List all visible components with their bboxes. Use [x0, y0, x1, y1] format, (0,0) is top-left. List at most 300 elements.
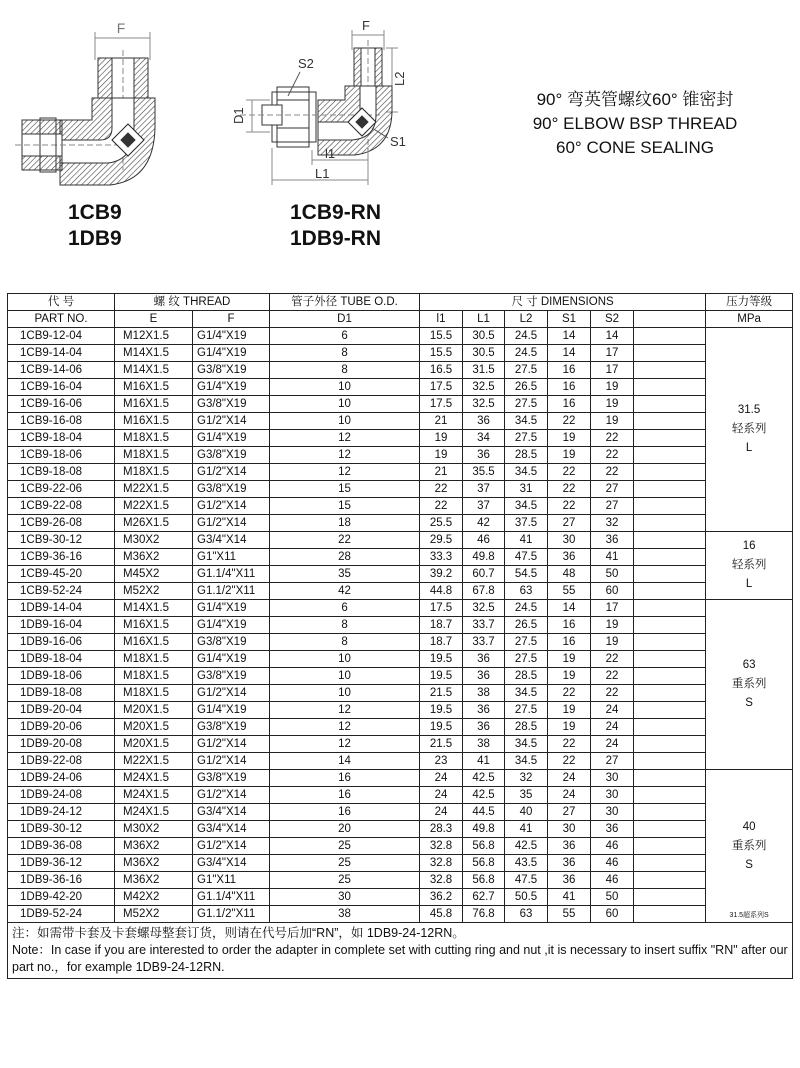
table-row: [8, 583, 793, 600]
pressure-line: 31.5: [737, 404, 761, 416]
cell-dim-l1s: 33.3: [420, 549, 463, 566]
header-pressure: 压力等级: [706, 294, 793, 311]
table-row: [8, 362, 793, 379]
cell-thread-e: M24X1.5: [115, 770, 193, 787]
cell-dim-l1: 42: [463, 515, 505, 532]
cell-dim-l1: 56.8: [463, 855, 505, 872]
cell-part-no: 1DB9-20-08: [8, 736, 115, 753]
cell-dim-l2: 40: [505, 804, 548, 821]
cell-part-no: 1DB9-24-12: [8, 804, 115, 821]
cell-thread-e: M18X1.5: [115, 430, 193, 447]
cell-dim-s2: 22: [591, 447, 634, 464]
pressure-line: 轻系列: [731, 559, 767, 571]
pressure-line: 16: [742, 540, 756, 552]
cell-dim-l2: 27.5: [505, 430, 548, 447]
table-row: [8, 447, 793, 464]
cell-tube-d1: 12: [270, 719, 420, 736]
cell-dim-s2: 60: [591, 583, 634, 600]
cell-dim-l1: 32.5: [463, 379, 505, 396]
cell-dim-l1s: 39.2: [420, 566, 463, 583]
cell-dim-s1: 16: [548, 634, 591, 651]
cell-dim-l2: 43.5: [505, 855, 548, 872]
cell-thread-e: M16X1.5: [115, 413, 193, 430]
cell-part-no: 1DB9-36-16: [8, 872, 115, 889]
cell-blank: [634, 464, 706, 481]
cell-thread-e: M30X2: [115, 532, 193, 549]
cell-thread-e: M42X2: [115, 889, 193, 906]
cell-part-no: 1CB9-30-12: [8, 532, 115, 549]
cell-dim-l1s: 19: [420, 430, 463, 447]
cell-thread-e: M12X1.5: [115, 328, 193, 345]
cell-dim-s2: 14: [591, 328, 634, 345]
cell-thread-f: G3/8"X19: [193, 770, 270, 787]
cell-dim-l2: 24.5: [505, 345, 548, 362]
cell-dim-l1: 60.7: [463, 566, 505, 583]
d1-label: D1: [231, 107, 246, 124]
cell-part-no: 1CB9-18-08: [8, 464, 115, 481]
cell-dim-s2: 36: [591, 532, 634, 549]
cell-dim-s1: 55: [548, 906, 591, 923]
cell-thread-f: G1/4"X19: [193, 651, 270, 668]
cell-dim-l1: 49.8: [463, 549, 505, 566]
header-row-1: [8, 294, 793, 311]
table-row: [8, 396, 793, 413]
cell-dim-l2: 41: [505, 821, 548, 838]
cell-dim-s2: 36: [591, 821, 634, 838]
table-row: [8, 566, 793, 583]
cell-dim-l2: 63: [505, 583, 548, 600]
cell-part-no: 1CB9-36-16: [8, 549, 115, 566]
cell-dim-l1: 38: [463, 685, 505, 702]
cell-dim-l1s: 19.5: [420, 702, 463, 719]
product-title: [500, 88, 770, 160]
cell-thread-e: M52X2: [115, 906, 193, 923]
table-row: [8, 515, 793, 532]
cell-dim-l1s: 19.5: [420, 719, 463, 736]
cell-dim-s1: 14: [548, 600, 591, 617]
cell-thread-e: M36X2: [115, 855, 193, 872]
cell-dim-l1s: 18.7: [420, 617, 463, 634]
cell-thread-e: M45X2: [115, 566, 193, 583]
left-model-labels: [68, 200, 122, 252]
cell-thread-f: G1/2"X14: [193, 736, 270, 753]
cell-dim-s2: 22: [591, 464, 634, 481]
cell-dim-s1: 48: [548, 566, 591, 583]
cell-thread-f: G1.1/2"X11: [193, 583, 270, 600]
cell-dim-s1: 16: [548, 396, 591, 413]
header-e: E: [115, 311, 193, 328]
cell-blank: [634, 719, 706, 736]
cell-dim-l1s: 19.5: [420, 668, 463, 685]
cell-dim-s1: 24: [548, 770, 591, 787]
cell-dim-l1s: 23: [420, 753, 463, 770]
cell-tube-d1: 18: [270, 515, 420, 532]
cell-part-no: 1DB9-20-06: [8, 719, 115, 736]
cell-dim-l2: 28.5: [505, 447, 548, 464]
cell-thread-f: G3/4"X14: [193, 855, 270, 872]
cell-blank: [634, 481, 706, 498]
cell-tube-d1: 20: [270, 821, 420, 838]
cell-dim-l2: 54.5: [505, 566, 548, 583]
pressure-group: [706, 328, 793, 532]
cell-thread-f: G3/4"X14: [193, 821, 270, 838]
table-row: [8, 685, 793, 702]
cell-blank: [634, 787, 706, 804]
cell-tube-d1: 25: [270, 872, 420, 889]
cell-thread-f: G1/2"X14: [193, 498, 270, 515]
cell-dim-l1: 30.5: [463, 328, 505, 345]
table-row: [8, 345, 793, 362]
cell-dim-l2: 47.5: [505, 872, 548, 889]
cell-dim-s2: 46: [591, 872, 634, 889]
cell-dim-l1s: 45.8: [420, 906, 463, 923]
cell-tube-d1: 16: [270, 770, 420, 787]
cell-part-no: 1DB9-30-12: [8, 821, 115, 838]
table-row: [8, 430, 793, 447]
cell-thread-f: G3/8"X19: [193, 447, 270, 464]
l1-small-label: l1: [325, 146, 336, 161]
pressure-line: 40: [742, 820, 756, 833]
header-l2: L2: [505, 311, 548, 328]
cell-dim-l2: 24.5: [505, 328, 548, 345]
cell-tube-d1: 10: [270, 685, 420, 702]
cell-thread-f: G1"X11: [193, 549, 270, 566]
pressure-footnote: 31.5超系列S: [729, 912, 769, 919]
cell-part-no: 1DB9-18-06: [8, 668, 115, 685]
cell-tube-d1: 10: [270, 668, 420, 685]
table-row: [8, 838, 793, 855]
cell-tube-d1: 12: [270, 464, 420, 481]
pressure-line: 63: [742, 659, 756, 671]
cell-part-no: 1DB9-52-24: [8, 906, 115, 923]
right-f-label: F: [362, 18, 370, 33]
cell-dim-s2: 17: [591, 345, 634, 362]
table-row: [8, 872, 793, 889]
cell-part-no: 1DB9-18-08: [8, 685, 115, 702]
cell-dim-l1s: 32.8: [420, 855, 463, 872]
cell-thread-f: G1/2"X14: [193, 838, 270, 855]
cell-dim-l1: 36: [463, 668, 505, 685]
cell-dim-l1s: 18.7: [420, 634, 463, 651]
cell-dim-l1s: 22: [420, 481, 463, 498]
cell-dim-l1s: 44.8: [420, 583, 463, 600]
cell-dim-l1s: 19.5: [420, 651, 463, 668]
table-row: [8, 328, 793, 345]
cell-blank: [634, 855, 706, 872]
cell-thread-f: G1/2"X14: [193, 787, 270, 804]
cell-tube-d1: 10: [270, 396, 420, 413]
cell-dim-l2: 34.5: [505, 736, 548, 753]
cell-thread-f: G1/4"X19: [193, 702, 270, 719]
cell-dim-l2: 27.5: [505, 396, 548, 413]
right-model-labels: [290, 200, 381, 252]
cell-thread-e: M20X1.5: [115, 702, 193, 719]
cell-dim-l1: 42.5: [463, 787, 505, 804]
cell-thread-e: M22X1.5: [115, 753, 193, 770]
model-1cb9: 1CB9: [68, 201, 122, 224]
cell-dim-s2: 22: [591, 668, 634, 685]
cell-dim-s1: 19: [548, 447, 591, 464]
cell-dim-s1: 22: [548, 736, 591, 753]
cell-blank: [634, 702, 706, 719]
table-row: [8, 532, 793, 549]
cell-dim-l2: 27.5: [505, 651, 548, 668]
table-row: [8, 668, 793, 685]
cell-tube-d1: 6: [270, 328, 420, 345]
table-row: [8, 804, 793, 821]
cell-tube-d1: 8: [270, 634, 420, 651]
cell-dim-l1: 34: [463, 430, 505, 447]
cell-dim-s1: 55: [548, 583, 591, 600]
cell-part-no: 1DB9-36-08: [8, 838, 115, 855]
cell-thread-f: G1/4"X19: [193, 430, 270, 447]
cell-dim-s1: 22: [548, 498, 591, 515]
table-row: [8, 855, 793, 872]
cell-thread-f: G3/8"X19: [193, 634, 270, 651]
cell-tube-d1: 16: [270, 804, 420, 821]
title-en-line1: 90° ELBOW BSP THREAD: [532, 114, 738, 133]
cell-dim-l2: 50.5: [505, 889, 548, 906]
cell-dim-l1: 30.5: [463, 345, 505, 362]
cell-dim-s1: 22: [548, 685, 591, 702]
cell-dim-l1s: 21: [420, 413, 463, 430]
cell-dim-l1s: 25.5: [420, 515, 463, 532]
pressure-line: 轻系列: [731, 423, 767, 435]
cell-blank: [634, 549, 706, 566]
cell-thread-f: G1.1/4"X11: [193, 889, 270, 906]
s1-label: S1: [390, 134, 406, 149]
table-row: [8, 413, 793, 430]
cell-thread-e: M22X1.5: [115, 481, 193, 498]
cell-blank: [634, 821, 706, 838]
cell-dim-s2: 19: [591, 634, 634, 651]
cell-thread-f: G3/8"X19: [193, 481, 270, 498]
cell-thread-e: M18X1.5: [115, 447, 193, 464]
cell-tube-d1: 10: [270, 413, 420, 430]
title-cn: 90° 弯英管螺纹60° 锥密封: [536, 90, 734, 109]
pressure-line: L: [745, 578, 753, 590]
cell-tube-d1: 15: [270, 498, 420, 515]
cell-dim-s1: 19: [548, 719, 591, 736]
cell-blank: [634, 396, 706, 413]
cell-thread-e: M30X2: [115, 821, 193, 838]
cell-part-no: 1CB9-52-24: [8, 583, 115, 600]
cell-thread-f: G1/4"X19: [193, 379, 270, 396]
cell-dim-l1: 31.5: [463, 362, 505, 379]
cell-dim-s1: 19: [548, 430, 591, 447]
cell-part-no: 1DB9-16-06: [8, 634, 115, 651]
cell-dim-l1: 76.8: [463, 906, 505, 923]
cell-dim-l2: 34.5: [505, 413, 548, 430]
cell-thread-f: G1/2"X14: [193, 464, 270, 481]
cell-dim-s1: 16: [548, 617, 591, 634]
cell-thread-e: M18X1.5: [115, 685, 193, 702]
cell-blank: [634, 770, 706, 787]
cell-tube-d1: 8: [270, 345, 420, 362]
cell-blank: [634, 804, 706, 821]
cell-blank: [634, 498, 706, 515]
cell-part-no: 1DB9-22-08: [8, 753, 115, 770]
header-s1: S1: [548, 311, 591, 328]
cell-tube-d1: 12: [270, 447, 420, 464]
cell-blank: [634, 906, 706, 923]
cell-dim-s1: 24: [548, 787, 591, 804]
table-row: [8, 600, 793, 617]
header-code-en: PART NO.: [8, 311, 115, 328]
cell-dim-l2: 27.5: [505, 634, 548, 651]
cell-part-no: 1CB9-12-04: [8, 328, 115, 345]
cell-dim-s1: 14: [548, 345, 591, 362]
cell-blank: [634, 328, 706, 345]
table-row: [8, 719, 793, 736]
cell-dim-l1s: 19: [420, 447, 463, 464]
cell-dim-s1: 30: [548, 532, 591, 549]
cell-thread-e: M14X1.5: [115, 345, 193, 362]
cell-dim-s1: 22: [548, 413, 591, 430]
cell-dim-l2: 34.5: [505, 685, 548, 702]
pressure-group: [706, 600, 793, 770]
cell-dim-l1: 32.5: [463, 396, 505, 413]
cell-tube-d1: 35: [270, 566, 420, 583]
cell-dim-l1: 36: [463, 719, 505, 736]
cell-dim-s1: 19: [548, 702, 591, 719]
cell-part-no: 1CB9-22-06: [8, 481, 115, 498]
table-row: [8, 787, 793, 804]
cell-blank: [634, 617, 706, 634]
note-en: Note：In case if you are interested to order the adapter in complete set with cutting ring and nut ,it is necessary to insert suffix "RN" after our part no.，for example 1DB9-24-12RN.: [12, 943, 788, 974]
cell-dim-l2: 42.5: [505, 838, 548, 855]
table-row: [8, 549, 793, 566]
cell-thread-f: G3/8"X19: [193, 396, 270, 413]
cell-part-no: 1CB9-18-04: [8, 430, 115, 447]
cell-dim-l1: 36: [463, 447, 505, 464]
cell-dim-s2: 46: [591, 838, 634, 855]
cell-tube-d1: 25: [270, 838, 420, 855]
table-row: [8, 651, 793, 668]
cell-dim-s2: 19: [591, 396, 634, 413]
cell-blank: [634, 413, 706, 430]
cell-blank: [634, 600, 706, 617]
cell-dim-s1: 36: [548, 549, 591, 566]
cell-dim-s1: 36: [548, 838, 591, 855]
cell-tube-d1: 12: [270, 702, 420, 719]
cell-thread-e: M22X1.5: [115, 498, 193, 515]
table-row: [8, 770, 793, 787]
cell-dim-l1: 33.7: [463, 634, 505, 651]
cell-part-no: 1DB9-14-04: [8, 600, 115, 617]
cell-part-no: 1DB9-24-06: [8, 770, 115, 787]
cell-dim-s2: 46: [591, 855, 634, 872]
model-1db9: 1DB9: [68, 227, 122, 250]
cell-thread-f: G3/8"X19: [193, 668, 270, 685]
cell-thread-f: G1/2"X14: [193, 515, 270, 532]
cell-dim-s1: 41: [548, 889, 591, 906]
cell-dim-s1: 30: [548, 821, 591, 838]
cell-dim-s2: 30: [591, 770, 634, 787]
cell-part-no: 1CB9-16-06: [8, 396, 115, 413]
cell-thread-e: M52X2: [115, 583, 193, 600]
cell-dim-l1s: 24: [420, 787, 463, 804]
cell-dim-l2: 26.5: [505, 379, 548, 396]
cell-dim-s2: 41: [591, 549, 634, 566]
cell-dim-s2: 24: [591, 702, 634, 719]
cell-dim-l1: 49.8: [463, 821, 505, 838]
cell-blank: [634, 447, 706, 464]
cell-tube-d1: 6: [270, 600, 420, 617]
cell-blank: [634, 651, 706, 668]
pressure-line: 重系列: [731, 839, 767, 852]
cell-tube-d1: 15: [270, 481, 420, 498]
cell-blank: [634, 379, 706, 396]
cell-dim-s1: 16: [548, 379, 591, 396]
header-mpa: MPa: [706, 311, 793, 328]
cell-part-no: 1DB9-20-04: [8, 702, 115, 719]
note-cell: [8, 923, 793, 979]
cell-thread-e: M18X1.5: [115, 651, 193, 668]
cell-dim-l1: 37: [463, 498, 505, 515]
cell-dim-l1s: 15.5: [420, 328, 463, 345]
cell-dim-l1s: 36.2: [420, 889, 463, 906]
cell-part-no: 1DB9-18-04: [8, 651, 115, 668]
cell-dim-l2: 32: [505, 770, 548, 787]
cell-thread-f: G1.1/4"X11: [193, 566, 270, 583]
cell-thread-e: M26X1.5: [115, 515, 193, 532]
cell-dim-l1: 56.8: [463, 838, 505, 855]
cell-thread-e: M20X1.5: [115, 719, 193, 736]
cell-blank: [634, 753, 706, 770]
cell-dim-l1: 32.5: [463, 600, 505, 617]
cell-dim-l1: 42.5: [463, 770, 505, 787]
cell-dim-l1: 36: [463, 702, 505, 719]
cell-blank: [634, 736, 706, 753]
cell-tube-d1: 22: [270, 532, 420, 549]
cell-thread-e: M24X1.5: [115, 804, 193, 821]
cell-part-no: 1CB9-14-04: [8, 345, 115, 362]
cell-thread-e: M14X1.5: [115, 600, 193, 617]
header-s2: S2: [591, 311, 634, 328]
model-1cb9-rn: 1CB9-RN: [290, 201, 382, 224]
cell-dim-l1: 35.5: [463, 464, 505, 481]
cell-dim-s1: 27: [548, 804, 591, 821]
cell-part-no: 1CB9-22-08: [8, 498, 115, 515]
header-l1s: l1: [420, 311, 463, 328]
cell-dim-s2: 27: [591, 498, 634, 515]
cell-dim-l2: 63: [505, 906, 548, 923]
cell-dim-s2: 22: [591, 685, 634, 702]
cell-dim-s1: 22: [548, 753, 591, 770]
pressure-group: [706, 532, 793, 600]
cell-dim-s2: 17: [591, 362, 634, 379]
cell-part-no: 1CB9-14-06: [8, 362, 115, 379]
s2-label: S2: [298, 56, 314, 71]
pressure-group: [706, 770, 793, 923]
cell-blank: [634, 362, 706, 379]
cell-dim-l1s: 28.3: [420, 821, 463, 838]
cell-blank: [634, 430, 706, 447]
cell-thread-f: G1/2"X14: [193, 685, 270, 702]
cell-dim-s2: 30: [591, 787, 634, 804]
title-en-line2: 60° CONE SEALING: [556, 138, 714, 157]
cell-thread-e: M36X2: [115, 549, 193, 566]
cell-dim-l2: 47.5: [505, 549, 548, 566]
left-elbow-drawing: [15, 32, 155, 185]
cell-tube-d1: 12: [270, 736, 420, 753]
cell-dim-l1: 38: [463, 736, 505, 753]
cell-dim-s1: 19: [548, 651, 591, 668]
cell-dim-l1s: 17.5: [420, 600, 463, 617]
cell-blank: [634, 566, 706, 583]
table-row: [8, 753, 793, 770]
